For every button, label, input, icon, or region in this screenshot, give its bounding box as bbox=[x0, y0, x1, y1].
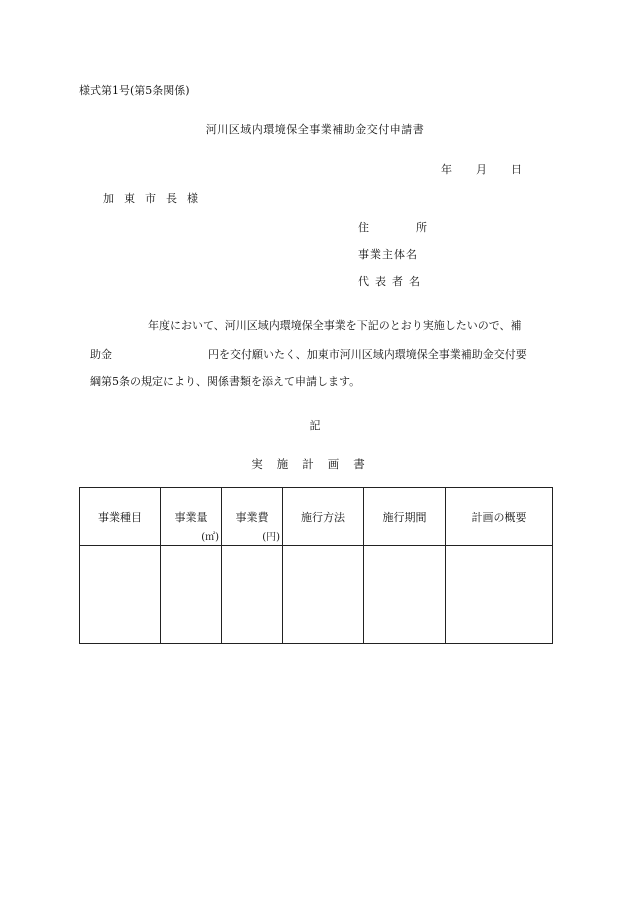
table-header-row bbox=[80, 488, 553, 546]
date-line bbox=[441, 161, 522, 177]
document-title: 河川区域内環境保全事業補助金交付申請書 bbox=[205, 123, 425, 136]
form-number: 様式第1号(第5条関係) bbox=[79, 84, 190, 97]
date-year: 年 bbox=[441, 163, 452, 176]
body-line-1: 年度において、河川区域内環境保全事業を下記のとおり実施したいので、補 bbox=[148, 319, 522, 332]
address-label-part1: 住 bbox=[358, 221, 369, 234]
header-label: 施行方法 bbox=[301, 510, 345, 524]
addressee: 加東市長様 bbox=[103, 192, 208, 205]
body-line-3: 綱第5条の規定により、関係書類を添えて申請します。 bbox=[90, 375, 361, 388]
header-label: 事業量 bbox=[174, 510, 208, 524]
header-unit: (円) bbox=[262, 532, 280, 543]
address-label-part2: 所 bbox=[416, 221, 427, 234]
header-cell-type bbox=[80, 488, 161, 546]
table-cell[interactable] bbox=[222, 546, 283, 644]
table-cell[interactable] bbox=[161, 546, 222, 644]
header-label: 事業費 bbox=[235, 510, 269, 524]
date-day: 日 bbox=[511, 163, 522, 176]
header-cell-summary bbox=[446, 488, 553, 546]
table-cell[interactable] bbox=[446, 546, 553, 644]
body-line-2-start: 助金 bbox=[90, 348, 112, 361]
table-cell[interactable] bbox=[80, 546, 161, 644]
plan-title: 実施計画書 bbox=[251, 457, 379, 471]
header-label: 計画の概要 bbox=[471, 510, 527, 524]
body-line-2 bbox=[90, 348, 527, 362]
sender-address-label bbox=[358, 219, 427, 235]
header-cell-cost bbox=[222, 488, 283, 546]
header-cell-quantity bbox=[161, 488, 222, 546]
table-cell[interactable] bbox=[283, 546, 364, 644]
sender-representative-label: 代表者名 bbox=[358, 275, 426, 288]
ki-label: 記 bbox=[309, 419, 321, 432]
header-cell-period bbox=[364, 488, 446, 546]
sender-entity-label: 事業主体名 bbox=[358, 248, 418, 261]
plan-table bbox=[79, 487, 553, 644]
header-label: 事業種目 bbox=[98, 510, 142, 524]
header-unit: (㎡) bbox=[201, 532, 219, 543]
table-cell[interactable] bbox=[364, 546, 446, 644]
header-cell-method bbox=[283, 488, 364, 546]
table-row bbox=[80, 546, 553, 644]
body-line-2-end: 円を交付願いたく、加東市河川区域内環境保全事業補助金交付要 bbox=[208, 348, 527, 361]
header-label: 施行期間 bbox=[382, 510, 427, 524]
date-month: 月 bbox=[476, 163, 487, 176]
